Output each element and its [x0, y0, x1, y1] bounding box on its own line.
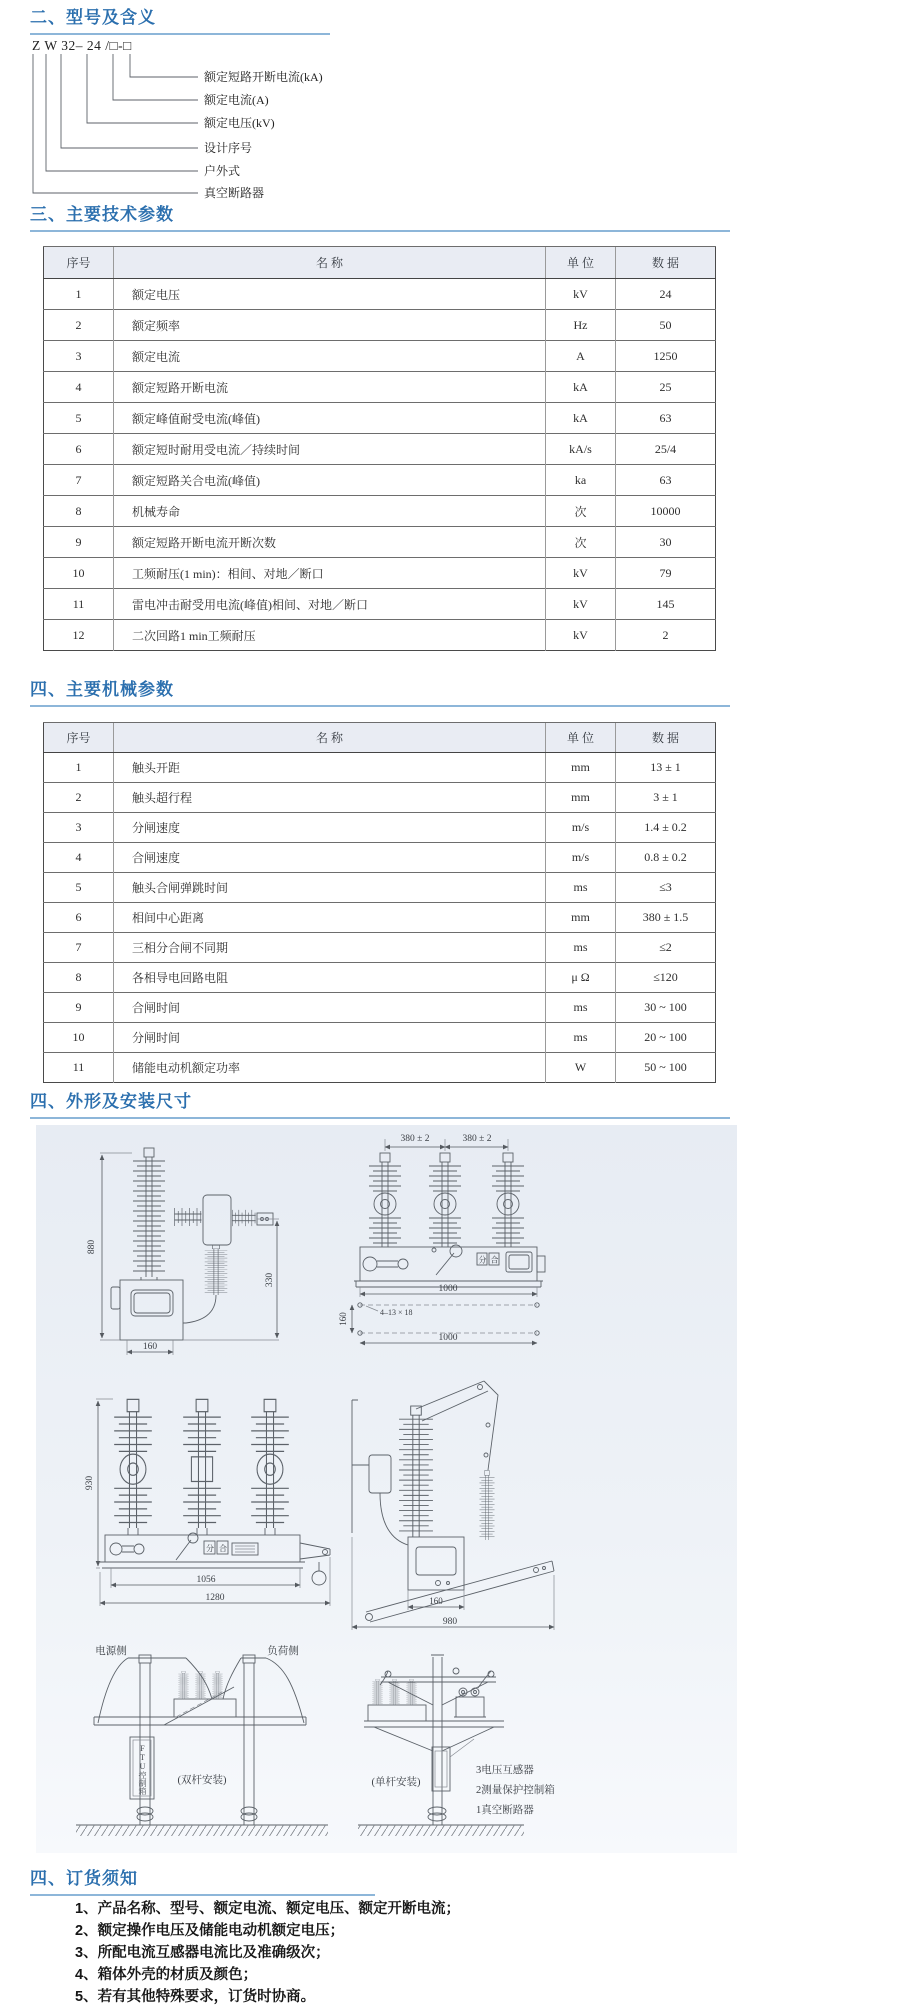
col-header-name: 名 称 [114, 247, 546, 279]
table-cell: 分闸速度 [114, 813, 546, 843]
table-cell: 20 ~ 100 [616, 1023, 716, 1053]
table-header-row [44, 247, 716, 279]
table-row [44, 753, 716, 783]
ordering-notes-list [75, 1898, 460, 2008]
table-row [44, 813, 716, 843]
table-cell: 11 [44, 589, 114, 620]
col-header-index: 序号 [44, 723, 114, 753]
order-item: 3、所配电流互感器电流比及准确级次； [75, 1945, 330, 1961]
section-title-mech: 四、主要机械参数 [30, 680, 174, 699]
model-designation-diagram [28, 34, 458, 210]
table-cell: mm [546, 903, 616, 933]
table-cell: 额定短路关合电流(峰值) [114, 465, 546, 496]
table-row [44, 310, 716, 341]
drawing-three-pole-front-view [338, 1134, 545, 1343]
table-cell: 各相导电回路电阻 [114, 963, 546, 993]
table-cell: 9 [44, 993, 114, 1023]
table-cell: 储能电动机额定功率 [114, 1053, 546, 1083]
table-cell: 5 [44, 403, 114, 434]
table-cell: 触头开距 [114, 753, 546, 783]
load-side-label: 负荷侧 [267, 1646, 299, 1657]
legend-vacuum-breaker: 1真空断路器 [476, 1805, 534, 1816]
table-cell: kA [546, 372, 616, 403]
dim-1056: 1056 [196, 1575, 216, 1585]
legend-voltage-transformer: 3电压互感器 [476, 1765, 534, 1776]
section-order-heading [30, 1869, 375, 1896]
table-cell: kV [546, 589, 616, 620]
table-cell: 二次回路1 min工频耐压 [114, 620, 546, 651]
table-cell: 额定短路开断电流 [114, 372, 546, 403]
table-cell: 6 [44, 903, 114, 933]
table-cell: ms [546, 933, 616, 963]
table-cell: mm [546, 753, 616, 783]
table-row [44, 933, 716, 963]
table-cell: 合闸速度 [114, 843, 546, 873]
table-row [44, 403, 716, 434]
table-cell: 分闸时间 [114, 1023, 546, 1053]
table-row [44, 341, 716, 372]
table-cell: 7 [44, 933, 114, 963]
table-row [44, 496, 716, 527]
table-cell: 额定峰值耐受电流(峰值) [114, 403, 546, 434]
table-cell: 触头超行程 [114, 783, 546, 813]
control-box-label: FTU控制箱 [138, 1743, 147, 1795]
table-cell: 额定频率 [114, 310, 546, 341]
table-row [44, 993, 716, 1023]
table-cell: 8 [44, 496, 114, 527]
source-side-label: 电源侧 [95, 1646, 127, 1657]
mechanical-parameters-table [43, 722, 716, 1083]
dim-380-2: 380 ± 2 [462, 1134, 492, 1144]
table-cell: 4 [44, 372, 114, 403]
technical-parameters-table [43, 246, 716, 651]
order-item: 1、产品名称、型号、额定电流、额定电压、额定开断电流； [75, 1901, 461, 1917]
table-cell: 额定电流 [114, 341, 546, 372]
table-row [44, 1023, 716, 1053]
table-cell: kV [546, 279, 616, 310]
connector-line [46, 54, 198, 171]
col-header-unit: 单 位 [546, 723, 616, 753]
table-cell: 机械寿命 [114, 496, 546, 527]
dim-980: 980 [442, 1617, 458, 1627]
col-header-data: 数 据 [616, 247, 716, 279]
table-cell: Hz [546, 310, 616, 341]
table-row [44, 873, 716, 903]
table-cell: kV [546, 558, 616, 589]
table-cell: 6 [44, 434, 114, 465]
table-cell: 25/4 [616, 434, 716, 465]
table-cell: 1250 [616, 341, 716, 372]
table-row [44, 843, 716, 873]
table-cell: ka [546, 465, 616, 496]
connector-line [87, 54, 198, 123]
table-row [44, 620, 716, 651]
table-cell: ≤3 [616, 873, 716, 903]
table-cell: 8 [44, 963, 114, 993]
table-cell: ≤120 [616, 963, 716, 993]
close-indicator: 合 [490, 1255, 499, 1265]
table-cell: 12 [44, 620, 114, 651]
dim-380-1: 380 ± 2 [400, 1134, 430, 1144]
section-title-model: 二、型号及含义 [30, 8, 156, 27]
table-cell: 10 [44, 1023, 114, 1053]
dim-1000-bottom: 1000 [438, 1333, 458, 1343]
drawing-pole-side-view [87, 1148, 279, 1355]
dim-160: 160 [142, 1342, 158, 1352]
connector-line [130, 54, 198, 77]
table-cell: 50 ~ 100 [616, 1053, 716, 1083]
table-cell: 10 [44, 558, 114, 589]
section-tech-heading [30, 205, 730, 232]
table-cell: 11 [44, 1053, 114, 1083]
table-cell: 相间中心距离 [114, 903, 546, 933]
table-cell: 2 [616, 620, 716, 651]
table-cell: 380 ± 1.5 [616, 903, 716, 933]
table-cell: 1.4 ± 0.2 [616, 813, 716, 843]
dim-1280: 1280 [205, 1593, 225, 1603]
table-cell: 3 [44, 813, 114, 843]
table-cell: kV [546, 620, 616, 651]
table-cell: 145 [616, 589, 716, 620]
single-pole-caption: (单杆安装) [371, 1777, 421, 1788]
table-cell: A [546, 341, 616, 372]
col-header-name: 名 称 [114, 723, 546, 753]
table-cell: 额定短时耐用受电流／持续时间 [114, 434, 546, 465]
model-code: Z W 32– 24 /□-□ [32, 38, 132, 53]
table-cell: 次 [546, 496, 616, 527]
section-model-heading [30, 8, 330, 35]
table-row [44, 558, 716, 589]
model-label-vacuum-breaker: 真空断路器 [204, 186, 265, 200]
order-item: 5、若有其他特殊要求，订货时协商。 [75, 1989, 316, 2005]
table-row [44, 1053, 716, 1083]
dim-1000-top: 1000 [438, 1284, 458, 1294]
table-row [44, 783, 716, 813]
table-cell: μ Ω [546, 963, 616, 993]
table-cell: 50 [616, 310, 716, 341]
table-cell: 63 [616, 403, 716, 434]
table-cell: 30 ~ 100 [616, 993, 716, 1023]
drawing-side-view-bracket [352, 1381, 554, 1630]
table-cell: 10000 [616, 496, 716, 527]
table-cell: mm [546, 783, 616, 813]
table-cell: 工频耐压(1 min)：相间、对地／断口 [114, 558, 546, 589]
table-cell: 2 [44, 783, 114, 813]
connector-line [61, 54, 198, 148]
dim-880: 880 [87, 1239, 97, 1255]
table-cell: 79 [616, 558, 716, 589]
section-mech-heading [30, 680, 730, 707]
col-header-data: 数 据 [616, 723, 716, 753]
table-cell: 次 [546, 527, 616, 558]
order-item: 4、箱体外壳的材质及颜色； [75, 1967, 258, 1983]
table-row [44, 527, 716, 558]
table-cell: 4 [44, 843, 114, 873]
table-row [44, 589, 716, 620]
connector-line [33, 54, 198, 193]
drawing-single-pole-install [358, 1655, 555, 1836]
table-cell: ms [546, 873, 616, 903]
drawing-three-pole-front-large [85, 1399, 330, 1606]
order-item: 2、额定操作电压及储能电动机额定电压； [75, 1923, 345, 1939]
open-indicator: 分 [478, 1255, 487, 1265]
model-label-outdoor: 户外式 [204, 164, 241, 178]
dim-160-holes: 160 [338, 1312, 348, 1326]
table-row [44, 963, 716, 993]
model-label-rated-voltage: 额定电压(kV) [204, 116, 275, 130]
table-cell: 0.8 ± 0.2 [616, 843, 716, 873]
open-indicator: 分 [206, 1544, 214, 1553]
table-cell: 三相分合闸不同期 [114, 933, 546, 963]
col-header-index: 序号 [44, 247, 114, 279]
dim-930: 930 [85, 1475, 95, 1491]
table-cell: 2 [44, 310, 114, 341]
table-row [44, 434, 716, 465]
table-cell: 7 [44, 465, 114, 496]
double-pole-caption: (双杆安装) [177, 1775, 227, 1786]
table-cell: 1 [44, 753, 114, 783]
table-header-row [44, 723, 716, 753]
drawing-double-pole-install [76, 1644, 328, 1836]
table-cell: kA/s [546, 434, 616, 465]
col-header-unit: 单 位 [546, 247, 616, 279]
table-row [44, 372, 716, 403]
table-cell: 24 [616, 279, 716, 310]
section-title-outline: 四、外形及安装尺寸 [30, 1092, 192, 1111]
table-cell: ≤2 [616, 933, 716, 963]
model-label-rated-current: 额定电流(A) [204, 93, 269, 107]
table-cell: 雷电冲击耐受用电流(峰值)相间、对地／断口 [114, 589, 546, 620]
model-label-breaking-current: 额定短路开断电流(kA) [204, 70, 323, 84]
table-cell: m/s [546, 813, 616, 843]
table-cell: kA [546, 403, 616, 434]
legend-control-box: 2测量保护控制箱 [476, 1785, 555, 1796]
section-title-order: 四、订货须知 [30, 1869, 138, 1888]
table-row [44, 465, 716, 496]
close-indicator: 合 [219, 1544, 227, 1553]
table-cell: 9 [44, 527, 114, 558]
table-cell: 13 ± 1 [616, 753, 716, 783]
table-cell: ms [546, 993, 616, 1023]
table-cell: m/s [546, 843, 616, 873]
section-outline-heading [30, 1092, 730, 1119]
table-cell: 30 [616, 527, 716, 558]
table-cell: 合闸时间 [114, 993, 546, 1023]
table-cell: ms [546, 1023, 616, 1053]
section-title-tech: 三、主要技术参数 [30, 205, 174, 224]
table-cell: 5 [44, 873, 114, 903]
table-cell: 1 [44, 279, 114, 310]
table-cell: 63 [616, 465, 716, 496]
table-cell: 3 [44, 341, 114, 372]
hole-spec: 4–13 × 18 [380, 1308, 413, 1317]
dim-160-base: 160 [429, 1596, 443, 1606]
table-row [44, 279, 716, 310]
dim-330: 330 [265, 1272, 275, 1288]
model-label-design-serial: 设计序号 [204, 141, 253, 155]
table-cell: W [546, 1053, 616, 1083]
table-cell: 额定电压 [114, 279, 546, 310]
table-cell: 额定短路开断电流开断次数 [114, 527, 546, 558]
table-cell: 触头合闸弹跳时间 [114, 873, 546, 903]
table-row [44, 903, 716, 933]
table-cell: 25 [616, 372, 716, 403]
table-cell: 3 ± 1 [616, 783, 716, 813]
